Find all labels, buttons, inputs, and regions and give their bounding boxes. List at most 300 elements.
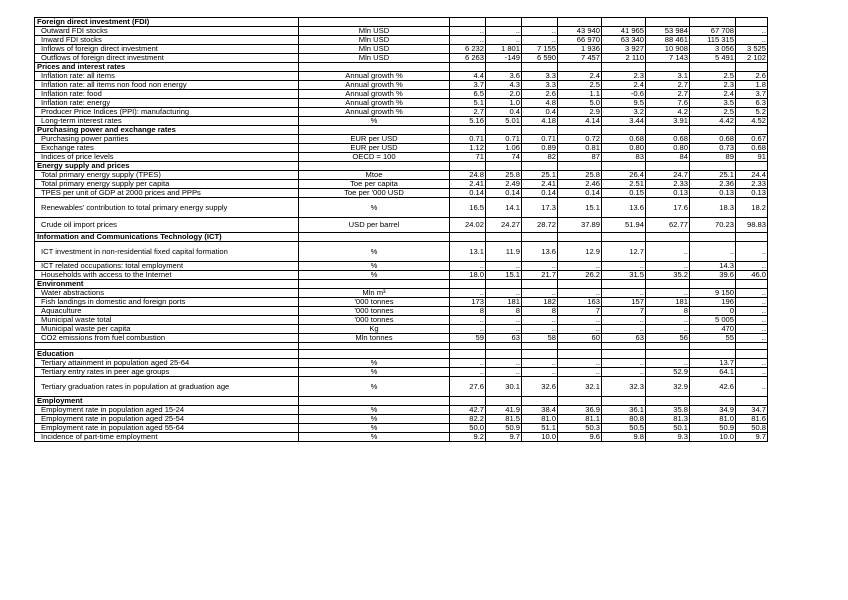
value-cell: 3.7 (736, 90, 768, 99)
empty-cell (602, 126, 646, 135)
unit-cell: % (299, 117, 450, 126)
value-cell: 50.8 (736, 424, 768, 433)
table-row (35, 81, 768, 90)
value-cell: 0.14 (558, 189, 602, 198)
indicator-label: ICT related occupations: total employment (35, 262, 299, 271)
value-cell: 13.6 (602, 198, 646, 218)
empty-cell (450, 280, 486, 289)
value-cell: 6.3 (736, 99, 768, 108)
table-row (35, 135, 768, 144)
table-row (35, 189, 768, 198)
value-cell: 82 (522, 153, 558, 162)
empty-cell (646, 280, 690, 289)
unit-cell: % (299, 359, 450, 368)
table-row (35, 377, 768, 397)
value-cell: 32.1 (558, 377, 602, 397)
indicator-label: Indices of price levels (35, 153, 299, 162)
spacer-cell (486, 343, 522, 350)
value-cell: 2.46 (558, 180, 602, 189)
value-cell: 1.06 (486, 144, 522, 153)
value-cell: 81.0 (522, 415, 558, 424)
value-cell: 52.9 (646, 368, 690, 377)
value-cell: 0.71 (486, 135, 522, 144)
value-cell: 1.12 (450, 144, 486, 153)
value-cell: 2.5 (558, 81, 602, 90)
table-row (35, 218, 768, 233)
unit-cell: Mln m³ (299, 289, 450, 298)
value-cell: 2.51 (602, 180, 646, 189)
value-cell: 7 155 (522, 45, 558, 54)
value-cell: 36.9 (558, 406, 602, 415)
value-cell: 2.49 (486, 180, 522, 189)
value-cell: 66 970 (558, 36, 602, 45)
unit-cell: EUR per USD (299, 135, 450, 144)
value-cell: 470 (690, 325, 736, 334)
value-cell: 25.1 (522, 171, 558, 180)
value-cell: 84 (646, 153, 690, 162)
indicator-label: Incidence of part-time employment (35, 433, 299, 442)
value-cell: 63 340 (602, 36, 646, 45)
value-cell: 24.27 (486, 218, 522, 233)
empty-cell (522, 162, 558, 171)
value-cell: 4.4 (450, 72, 486, 81)
value-cell: 81.3 (646, 415, 690, 424)
value-cell: 9.2 (450, 433, 486, 442)
value-cell: 80.8 (602, 415, 646, 424)
value-cell: 21.7 (522, 271, 558, 280)
value-cell: 2.5 (690, 108, 736, 117)
unit-cell: % (299, 377, 450, 397)
indicator-label: Crude oil import prices (35, 218, 299, 233)
value-cell: 0.73 (690, 144, 736, 153)
value-cell: 13.7 (690, 359, 736, 368)
value-cell: 2.4 (690, 90, 736, 99)
value-cell: 0.15 (602, 189, 646, 198)
value-cell: 5.2 (736, 108, 768, 117)
value-cell: .. (736, 307, 768, 316)
value-cell: 0.13 (646, 189, 690, 198)
value-cell: .. (522, 27, 558, 36)
table-row (35, 54, 768, 63)
value-cell: 58 (522, 334, 558, 343)
value-cell: 50.3 (558, 424, 602, 433)
indicator-label: Employment rate in population aged 25-54 (35, 415, 299, 424)
table-row (35, 36, 768, 45)
unit-cell: Toe per '000 USD (299, 189, 450, 198)
value-cell: .. (450, 27, 486, 36)
section-title: Environment (35, 280, 299, 289)
table-row (35, 198, 768, 218)
value-cell: .. (486, 316, 522, 325)
table-row (35, 117, 768, 126)
spacer-cell (299, 343, 450, 350)
value-cell: 46.0 (736, 271, 768, 280)
value-cell: 24.4 (736, 171, 768, 180)
table-row (35, 424, 768, 433)
section-header-row (35, 126, 768, 135)
value-cell: 5 005 (690, 316, 736, 325)
value-cell: .. (736, 325, 768, 334)
value-cell: 181 (486, 298, 522, 307)
empty-cell (299, 233, 450, 242)
empty-cell (736, 397, 768, 406)
empty-cell (690, 18, 736, 27)
value-cell: .. (736, 298, 768, 307)
value-cell: 41.9 (486, 406, 522, 415)
value-cell: .. (646, 359, 690, 368)
value-cell: 51.94 (602, 218, 646, 233)
value-cell: 0 (690, 307, 736, 316)
value-cell: 0.80 (602, 144, 646, 153)
empty-cell (522, 233, 558, 242)
value-cell: 0.14 (522, 189, 558, 198)
value-cell: .. (450, 289, 486, 298)
value-cell: 3.91 (646, 117, 690, 126)
value-cell: 15.1 (486, 271, 522, 280)
value-cell: 3.3 (522, 72, 558, 81)
value-cell: 0.13 (736, 189, 768, 198)
empty-cell (646, 397, 690, 406)
value-cell: 4.52 (736, 117, 768, 126)
statistics-table (34, 17, 768, 442)
value-cell: .. (736, 359, 768, 368)
value-cell: 50.5 (602, 424, 646, 433)
value-cell: .. (602, 289, 646, 298)
empty-cell (690, 63, 736, 72)
value-cell: .. (486, 289, 522, 298)
value-cell: .. (736, 242, 768, 262)
empty-cell (558, 18, 602, 27)
value-cell: 4.18 (522, 117, 558, 126)
value-cell: 63 (602, 334, 646, 343)
table-row (35, 262, 768, 271)
value-cell: .. (602, 262, 646, 271)
unit-cell: '000 tonnes (299, 307, 450, 316)
value-cell: 8 (450, 307, 486, 316)
value-cell: 13.6 (522, 242, 558, 262)
unit-cell: OECD = 100 (299, 153, 450, 162)
empty-cell (522, 18, 558, 27)
value-cell: 6 232 (450, 45, 486, 54)
value-cell: 63 (486, 334, 522, 343)
table-row (35, 415, 768, 424)
section-title: Energy supply and prices (35, 162, 299, 171)
indicator-label: Fish landings in domestic and foreign ports (35, 298, 299, 307)
unit-cell: EUR per USD (299, 144, 450, 153)
indicator-label: Renewables' contribution to total primary energy supply (35, 198, 299, 218)
table-row (35, 45, 768, 54)
section-header-row (35, 397, 768, 406)
value-cell: 0.72 (558, 135, 602, 144)
value-cell: 0.68 (690, 135, 736, 144)
section-header-row (35, 18, 768, 27)
value-cell: 56 (646, 334, 690, 343)
value-cell: 9.8 (602, 433, 646, 442)
value-cell: 173 (450, 298, 486, 307)
value-cell: 11.9 (486, 242, 522, 262)
value-cell: 89 (690, 153, 736, 162)
value-cell: 3 056 (690, 45, 736, 54)
table-row (35, 108, 768, 117)
empty-cell (450, 397, 486, 406)
table-row (35, 72, 768, 81)
empty-cell (486, 397, 522, 406)
unit-cell: Toe per capita (299, 180, 450, 189)
empty-cell (646, 63, 690, 72)
value-cell: 4.8 (522, 99, 558, 108)
value-cell: 2.33 (646, 180, 690, 189)
value-cell: 42.7 (450, 406, 486, 415)
empty-cell (736, 233, 768, 242)
table-row (35, 27, 768, 36)
empty-cell (522, 126, 558, 135)
empty-cell (299, 18, 450, 27)
value-cell: .. (522, 368, 558, 377)
value-cell: 38.4 (522, 406, 558, 415)
value-cell: .. (602, 359, 646, 368)
table-row (35, 325, 768, 334)
value-cell: .. (522, 36, 558, 45)
value-cell: .. (558, 368, 602, 377)
value-cell: 8 (646, 307, 690, 316)
empty-cell (558, 233, 602, 242)
indicator-label: Tertiary attainment in population aged 25-64 (35, 359, 299, 368)
value-cell: 25.8 (486, 171, 522, 180)
spacer-cell (602, 343, 646, 350)
indicator-label: Outflows of foreign direct investment (35, 54, 299, 63)
empty-cell (486, 233, 522, 242)
value-cell: 0.14 (486, 189, 522, 198)
value-cell: .. (602, 316, 646, 325)
value-cell: 18.2 (736, 198, 768, 218)
indicator-label: Municipal waste per capita (35, 325, 299, 334)
value-cell: 6 263 (450, 54, 486, 63)
empty-cell (450, 18, 486, 27)
value-cell: 2.5 (690, 72, 736, 81)
indicator-label: Aquaculture (35, 307, 299, 316)
indicator-label: Exchange rates (35, 144, 299, 153)
value-cell: 12.9 (558, 242, 602, 262)
value-cell: 26.2 (558, 271, 602, 280)
empty-cell (486, 280, 522, 289)
indicator-label: Inward FDI stocks (35, 36, 299, 45)
value-cell: 3.5 (690, 99, 736, 108)
empty-cell (736, 126, 768, 135)
empty-cell (736, 162, 768, 171)
value-cell: .. (646, 262, 690, 271)
empty-cell (602, 63, 646, 72)
empty-cell (558, 126, 602, 135)
unit-cell: Annual growth % (299, 90, 450, 99)
empty-cell (299, 126, 450, 135)
value-cell: 26.4 (602, 171, 646, 180)
table-row (35, 359, 768, 368)
empty-cell (450, 162, 486, 171)
value-cell: 98.83 (736, 218, 768, 233)
value-cell: 163 (558, 298, 602, 307)
empty-cell (736, 18, 768, 27)
value-cell: .. (736, 27, 768, 36)
table-row (35, 144, 768, 153)
value-cell: 36.1 (602, 406, 646, 415)
value-cell: 17.6 (646, 198, 690, 218)
value-cell: 3.3 (522, 81, 558, 90)
value-cell: 0.81 (558, 144, 602, 153)
value-cell: .. (522, 289, 558, 298)
value-cell: 74 (486, 153, 522, 162)
value-cell: 37.89 (558, 218, 602, 233)
value-cell: 24.8 (450, 171, 486, 180)
spacer-cell (690, 343, 736, 350)
indicator-label: Employment rate in population aged 55-64 (35, 424, 299, 433)
value-cell: 8 (486, 307, 522, 316)
value-cell: .. (558, 262, 602, 271)
value-cell: 5.1 (450, 99, 486, 108)
value-cell: 35.2 (646, 271, 690, 280)
value-cell: .. (450, 359, 486, 368)
empty-cell (690, 233, 736, 242)
value-cell: 7.6 (646, 99, 690, 108)
unit-cell: % (299, 415, 450, 424)
empty-cell (690, 350, 736, 359)
value-cell: 3.2 (602, 108, 646, 117)
indicator-label: Total primary energy supply per capita (35, 180, 299, 189)
value-cell: 18.0 (450, 271, 486, 280)
table-row (35, 289, 768, 298)
indicator-label: ICT investment in non-residential fixed capital formation (35, 242, 299, 262)
value-cell: 9.7 (736, 433, 768, 442)
value-cell: 55 (690, 334, 736, 343)
section-header-row (35, 63, 768, 72)
value-cell: .. (558, 316, 602, 325)
value-cell: 4.2 (646, 108, 690, 117)
indicator-label: Inflation rate: energy (35, 99, 299, 108)
value-cell: 34.9 (690, 406, 736, 415)
table-row (35, 171, 768, 180)
table-row (35, 316, 768, 325)
value-cell: .. (486, 262, 522, 271)
value-cell: 2.4 (558, 72, 602, 81)
empty-cell (646, 350, 690, 359)
unit-cell: Annual growth % (299, 108, 450, 117)
value-cell: 1.8 (736, 81, 768, 90)
value-cell: 0.68 (736, 144, 768, 153)
value-cell: 35.8 (646, 406, 690, 415)
unit-cell: Mtoe (299, 171, 450, 180)
empty-cell (690, 162, 736, 171)
value-cell: .. (602, 325, 646, 334)
value-cell: 27.6 (450, 377, 486, 397)
value-cell: 64.1 (690, 368, 736, 377)
spacer-cell (558, 343, 602, 350)
empty-cell (486, 126, 522, 135)
value-cell: 4.42 (690, 117, 736, 126)
empty-cell (736, 350, 768, 359)
value-cell: .. (486, 36, 522, 45)
value-cell: 3.6 (486, 72, 522, 81)
value-cell: 1 801 (486, 45, 522, 54)
value-cell: 9.7 (486, 433, 522, 442)
unit-cell: USD per barrel (299, 218, 450, 233)
value-cell: 2.9 (558, 108, 602, 117)
unit-cell: Annual growth % (299, 81, 450, 90)
value-cell: 5.16 (450, 117, 486, 126)
value-cell: 6.5 (450, 90, 486, 99)
unit-cell: Annual growth % (299, 72, 450, 81)
value-cell: .. (736, 36, 768, 45)
value-cell: 12.7 (602, 242, 646, 262)
empty-cell (690, 126, 736, 135)
value-cell: 0.80 (646, 144, 690, 153)
section-header-row (35, 350, 768, 359)
unit-cell: Mln USD (299, 36, 450, 45)
unit-cell: '000 tonnes (299, 298, 450, 307)
value-cell: 28.72 (522, 218, 558, 233)
value-cell: .. (736, 368, 768, 377)
value-cell: 51.1 (522, 424, 558, 433)
value-cell: 25.8 (558, 171, 602, 180)
value-cell: 88 461 (646, 36, 690, 45)
value-cell: 0.67 (736, 135, 768, 144)
value-cell: 81.6 (736, 415, 768, 424)
section-header-row (35, 233, 768, 242)
empty-cell (736, 280, 768, 289)
value-cell: 4.14 (558, 117, 602, 126)
value-cell: 10 908 (646, 45, 690, 54)
value-cell: .. (646, 316, 690, 325)
empty-cell (736, 63, 768, 72)
unit-cell: % (299, 368, 450, 377)
spacer-cell (450, 343, 486, 350)
indicator-label: Households with access to the Internet (35, 271, 299, 280)
empty-cell (558, 350, 602, 359)
empty-cell (602, 162, 646, 171)
table-row (35, 307, 768, 316)
empty-cell (299, 350, 450, 359)
value-cell: 59 (450, 334, 486, 343)
empty-cell (486, 162, 522, 171)
empty-cell (690, 280, 736, 289)
value-cell: .. (522, 316, 558, 325)
section-title: Education (35, 350, 299, 359)
value-cell: 0.89 (522, 144, 558, 153)
table-row (35, 90, 768, 99)
value-cell: .. (646, 242, 690, 262)
value-cell: 182 (522, 298, 558, 307)
value-cell: 17.3 (522, 198, 558, 218)
indicator-label: Inflows of foreign direct investment (35, 45, 299, 54)
value-cell: .. (486, 359, 522, 368)
empty-cell (299, 63, 450, 72)
value-cell: .. (450, 368, 486, 377)
empty-cell (602, 233, 646, 242)
empty-cell (486, 63, 522, 72)
value-cell: 2 102 (736, 54, 768, 63)
value-cell: .. (736, 377, 768, 397)
empty-cell (522, 63, 558, 72)
empty-cell (486, 18, 522, 27)
empty-cell (299, 280, 450, 289)
value-cell: 50.9 (486, 424, 522, 433)
value-cell: .. (646, 325, 690, 334)
value-cell: .. (736, 289, 768, 298)
value-cell: 24.7 (646, 171, 690, 180)
value-cell: 0.68 (602, 135, 646, 144)
empty-cell (558, 397, 602, 406)
table-row (35, 433, 768, 442)
empty-cell (522, 280, 558, 289)
value-cell: -149 (486, 54, 522, 63)
